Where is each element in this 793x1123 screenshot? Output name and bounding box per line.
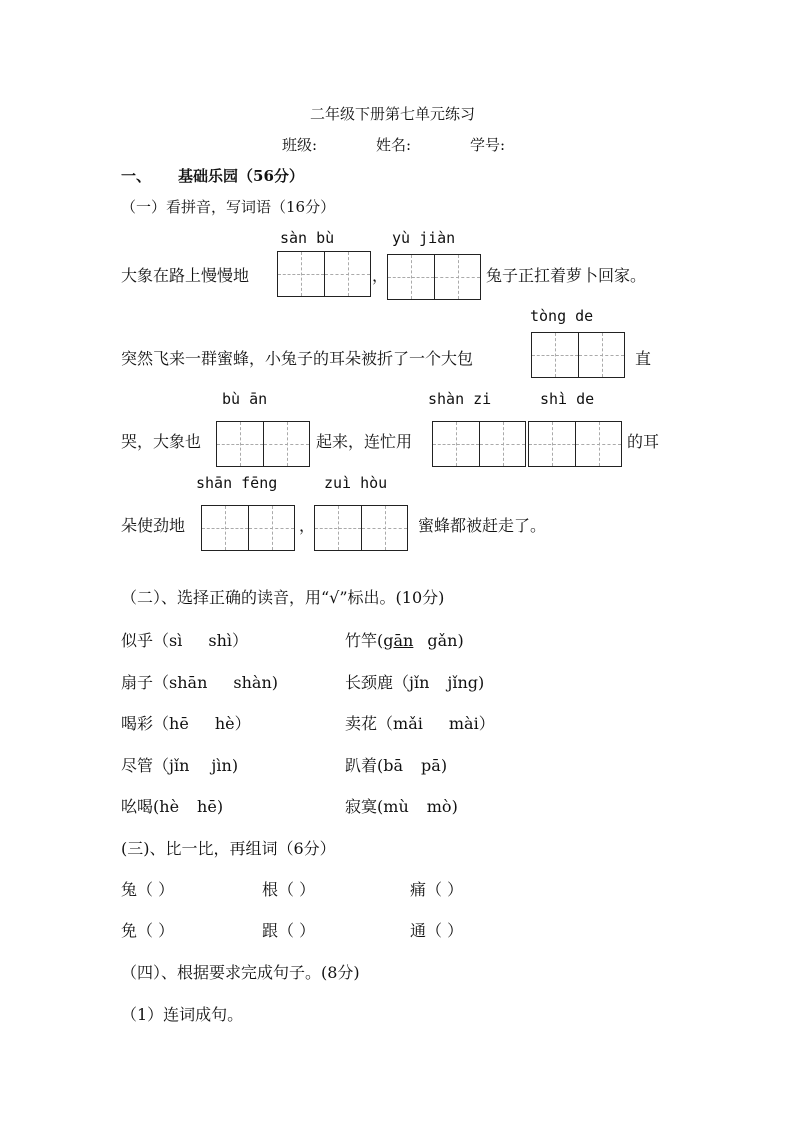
writing-grid-yujian[interactable]: [387, 254, 481, 300]
pinyin-yujian: yù jiàn: [392, 229, 456, 247]
line2-text-a: 突然飞来一群蜜蜂，小兔子的耳朵被折了一个大包: [121, 349, 474, 368]
part1-heading: （一）看拼音，写词语（16分）: [121, 198, 336, 216]
part3-heading: (三)、比一比，再组词（6分）: [121, 839, 336, 858]
line3-text-a: 哭，大象也: [121, 432, 202, 451]
part4-heading: （四）、根据要求完成句子。(8分): [121, 963, 360, 982]
reading-choice: 喝彩（hē hè）: [121, 714, 251, 733]
section-title: 基础乐园（56分）: [178, 167, 304, 185]
pinyin-shide: shì de: [540, 390, 595, 408]
line1-text-c: 兔子正扛着萝卜回家。: [486, 266, 647, 285]
line1-comma: ，: [372, 266, 389, 285]
line3-text-c: 的耳: [627, 432, 660, 451]
pinyin-zuihou: zuì hòu: [324, 474, 388, 492]
line4-text-c: 蜜蜂都被赶走了。: [418, 516, 547, 535]
part4-sub1: （1）连词成句。: [121, 1005, 244, 1024]
reading-choice: 寂寞(mù mò): [345, 797, 458, 816]
pinyin-buan: bù ān: [222, 390, 268, 408]
compare-item: 跟（ ）: [262, 921, 316, 940]
reading-choice: 趴着(bā pā): [345, 756, 448, 775]
line1-text-a: 大象在路上慢慢地: [121, 266, 250, 285]
compare-item: 通（ ）: [410, 921, 464, 940]
writing-grid-shide[interactable]: [528, 421, 622, 467]
line4-text-a: 朵使劲地: [121, 516, 186, 535]
name-label: 姓名:: [376, 136, 412, 154]
writing-grid-tongde[interactable]: [531, 332, 625, 378]
line2-text-b: 直: [635, 349, 652, 368]
reading-choice: 尽管（jǐn jìn): [121, 756, 239, 775]
writing-grid-zuihou[interactable]: [314, 505, 408, 551]
reading-choice: 竹竿(gān gǎn): [345, 631, 464, 650]
writing-grid-buan[interactable]: [216, 421, 310, 467]
compare-item: 根（ ）: [262, 880, 316, 899]
reading-choice: 吆喝(hè hē): [121, 797, 224, 816]
student-id-label: 学号:: [470, 136, 506, 154]
pinyin-shanfeng: shān fēng: [196, 474, 278, 492]
reading-choice: 扇子（shān shàn): [121, 673, 278, 692]
compare-item: 免（ ）: [121, 921, 175, 940]
line4-comma: ，: [299, 516, 316, 535]
pinyin-sanbu: sàn bù: [280, 229, 335, 247]
pinyin-shanzi: shàn zi: [428, 390, 492, 408]
reading-choice: 长颈鹿（jǐn jǐng): [345, 673, 485, 692]
compare-item: 兔（ ）: [121, 880, 175, 899]
line3-text-b: 起来，连忙用: [316, 432, 413, 451]
section-number: 一、: [121, 167, 152, 185]
writing-grid-shanfeng[interactable]: [201, 505, 295, 551]
page-title: 二年级下册第七单元练习: [310, 105, 476, 123]
writing-grid-shanzi[interactable]: [432, 421, 526, 467]
pinyin-tongde: tòng de: [530, 307, 594, 325]
writing-grid-sanbu[interactable]: [277, 251, 371, 297]
reading-choice: 卖花（mǎi mài）: [345, 714, 495, 733]
class-label: 班级:: [282, 136, 318, 154]
part2-heading: （二）、选择正确的读音，用“√”标出。(10分): [121, 588, 445, 607]
compare-item: 痛（ ）: [410, 880, 464, 899]
reading-choice: 似乎（sì shì）: [121, 631, 249, 650]
